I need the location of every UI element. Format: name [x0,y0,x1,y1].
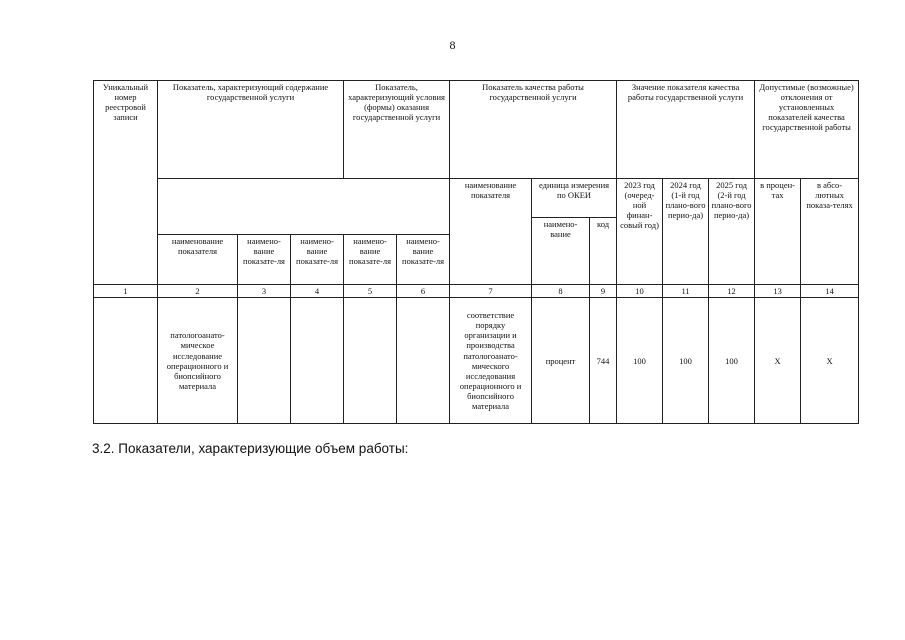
cell-unit-name: процент [532,298,590,424]
column-number: 3 [238,285,291,298]
header-sub-indicator-name: наименование показателя [158,235,238,285]
column-number: 14 [801,285,859,298]
header-quality-indicator: Показатель качества работы государственной услуги [450,81,617,179]
column-number: 13 [755,285,801,298]
column-number: 9 [590,285,617,298]
header-sub-name-1: наимено-вание показате-ля [238,235,291,285]
header-year-2025: 2025 год (2-й год плано-вого перио-да) [709,179,755,285]
header-year-2024: 2024 год (1-й год плано-вого перио-да) [663,179,709,285]
column-number: 11 [663,285,709,298]
header-sub-name-2: наимено-вание показате-ля [291,235,344,285]
cell-col4 [291,298,344,424]
page-number: 8 [449,38,456,52]
cell-value-2024: 100 [663,298,709,424]
header-sub-name-4: наимено-вание показате-ля [397,235,450,285]
cell-content-name: патологоанато-мическое исследование операционного и биопсийного материала [158,298,238,424]
header-registry-number: Уникальный номер реестровой записи [94,81,158,285]
header-unit-code: код [590,218,617,285]
column-number: 8 [532,285,590,298]
cell-value-2023: 100 [617,298,663,424]
header-unit-name: наимено-вание [532,218,590,285]
cell-value-2025: 100 [709,298,755,424]
header-indicator-name: наименование показателя [450,179,532,285]
column-number: 5 [344,285,397,298]
header-quality-value: Значение показателя качества работы государственной услуги [617,81,755,179]
column-number: 2 [158,285,238,298]
header-allowed-deviation: Допустимые (возможные) отклонения от установленных показателей качества государственной работы [755,81,859,179]
column-number: 7 [450,285,532,298]
header-in-absolute: в абсо-лютных показа-телях [801,179,859,285]
header-conditions-characteristic: Показатель, характеризующий условия (формы) оказания государственной услуги [344,81,450,179]
column-number: 10 [617,285,663,298]
column-number: 12 [709,285,755,298]
column-number: 6 [397,285,450,298]
header-content-characteristic: Показатель, характеризующий содержание государственной услуги [158,81,344,179]
header-empty-block [158,179,450,235]
section-heading: 3.2. Показатели, характеризующие объем работы: [92,441,409,456]
cell-col6 [397,298,450,424]
cell-deviation-percent: X [755,298,801,424]
cell-col5 [344,298,397,424]
cell-deviation-absolute: X [801,298,859,424]
quality-indicators-table [93,80,859,424]
header-sub-name-3: наимено-вание показате-ля [344,235,397,285]
cell-indicator-name: соответствие порядку организации и производства патологоанато-мического исследования операционного и биопсийного материала [450,298,532,424]
cell-registry-number [94,298,158,424]
column-number: 4 [291,285,344,298]
header-unit-okei: единица измерения по ОКЕИ [532,179,617,218]
header-in-percent: в процен-тах [755,179,801,285]
header-year-2023: 2023 год (очеред-ной финан-совый год) [617,179,663,285]
cell-col3 [238,298,291,424]
column-number: 1 [94,285,158,298]
cell-unit-code: 744 [590,298,617,424]
